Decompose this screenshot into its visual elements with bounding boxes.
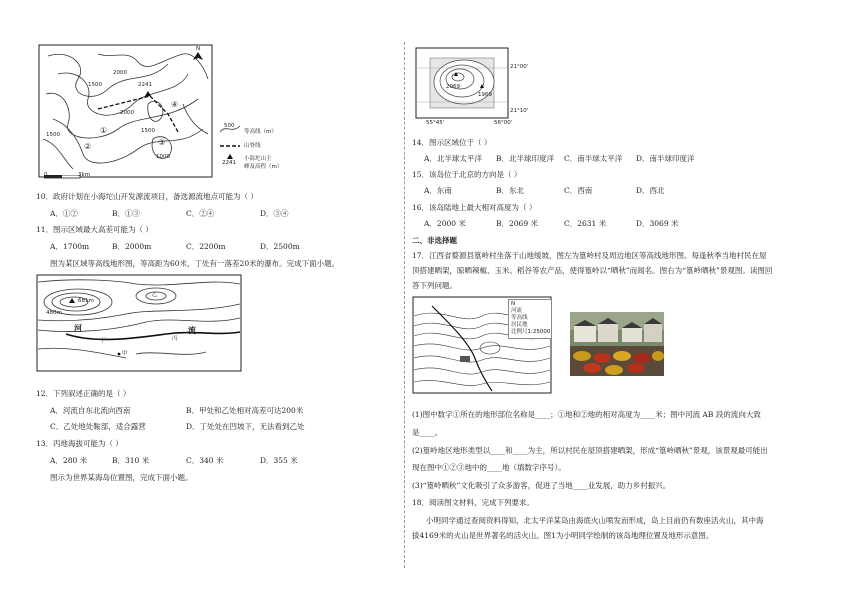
contour-label: 2000 [120, 110, 134, 116]
huangling-drying-photo [570, 312, 664, 376]
contour-label: 1500 [46, 132, 60, 138]
scale-end: 3km [78, 172, 91, 178]
legend-north: N [511, 301, 516, 307]
q18-paragraph-2: 拔4169米的火山是世界著名的活火山。图1为小明同学绘制的该岛地理位置及地形示意图。 [412, 531, 714, 540]
lat-bottom: 21°10' [510, 108, 529, 114]
site-marker-1: ① [100, 126, 108, 135]
contour-label: 2000 [113, 70, 127, 76]
q16-option-b[interactable]: B．2069 米 [496, 219, 538, 228]
site-marker-3: ③ [158, 138, 166, 147]
peak-681-label: 681m [78, 298, 94, 304]
question-14: 14．图示区域位于（ ） [412, 138, 492, 147]
legend-river: 河流 [511, 308, 523, 314]
legend-scale: 比例尺1:25000 [511, 329, 551, 335]
scale-start: 0 [44, 172, 48, 178]
q13-option-a[interactable]: A．280 米 [50, 456, 88, 465]
peak-elevation-label: 2241 [138, 82, 152, 88]
q16-option-d[interactable]: D．3069 米 [636, 219, 679, 228]
q17-sub2-line2: 现在图中①②③地中的____地（填数字序号）。 [412, 463, 566, 472]
q13-option-c[interactable]: C．340 米 [186, 456, 224, 465]
legend-peak-label-1: 小海坨山主 [244, 156, 272, 162]
q10-option-d[interactable]: D．③④ [260, 209, 289, 218]
question-10: 10．政府计划在小海坨山开发源流项目，备选源流地点可能为（ ） [36, 192, 258, 201]
q17-sub1-line1: (1)图中数字①所在的地形部位名称是____；①地和②地的相对高度为____米；图中河流 AB 段的流向大致 [412, 410, 761, 419]
flow-label: 流 [188, 326, 196, 335]
left-column [0, 0, 400, 608]
intro-contour-region: 图为某区域等高线地形图，等高距为60米，丁处有一落差20米的瀑布。完成下面小题。 [50, 259, 340, 268]
ding-label: 丁 [100, 338, 106, 344]
q15-option-a[interactable]: A．东南 [424, 186, 452, 195]
q15-option-b[interactable]: B．东北 [496, 186, 525, 195]
contour-label: 1000 [156, 154, 170, 160]
q14-option-c[interactable]: C．南半球太平洋 [564, 154, 623, 163]
q17-line-1: 17．江西省婺源县篁岭村坐落于山地缓坡，图左为篁岭村及周边地区等高线地形图。每逢秋季当地村民在屋 [412, 251, 767, 260]
q10-option-c[interactable]: C．②④ [186, 209, 215, 218]
elev-480-label: 480m [46, 310, 62, 316]
legend-peak-value: 2241 [222, 160, 236, 166]
q12-option-d[interactable]: D．丁处处在凹坡下，无法看到乙处 [186, 422, 305, 431]
question-16: 16．该岛陆地上最大相对高度为（ ） [412, 203, 537, 212]
q12-option-b[interactable]: B．甲处和乙处相对高差可达200米 [186, 406, 304, 415]
q12-option-a[interactable]: A．河流自东北流向西南 [50, 406, 131, 415]
island-peak-label: 2069 [446, 84, 460, 90]
river-label: 河 [74, 324, 82, 333]
jia-label: 甲 [122, 351, 128, 357]
legend-ridge-label: 山脊线 [244, 143, 261, 149]
island-mount-label: 1969 [478, 92, 492, 98]
q16-option-a[interactable]: A．2000 米 [424, 219, 466, 228]
q11-option-d[interactable]: D．2500m [260, 242, 300, 251]
site-marker-4: ④ [171, 100, 179, 109]
q17-line-2: 顶搭建晒架，晾晒辣椒、玉米、稻谷等农产品，使得篁岭以“晒秋”而闻名。图右为“篁岭晒秋”景观图。读图回 [412, 266, 773, 275]
lat-top: 21°00' [510, 64, 529, 70]
intro-island: 图示为世界某海岛位置图，完成下面小题。 [50, 473, 193, 482]
q16-option-c[interactable]: C．2631 米 [564, 219, 607, 228]
legend-symbols [218, 120, 242, 180]
contour-map2-svg [36, 274, 242, 372]
question-15: 15．该岛位于北京的方向是（ ） [412, 170, 522, 179]
contour-map-waterfall [36, 274, 242, 372]
huangling-contour-map [412, 296, 552, 394]
q18-paragraph-1: 小明同学通过查阅资料得知，北太平洋某岛由海底火山喷发而形成，岛上目前仍有数座活火山，其中海 [426, 516, 764, 525]
q10-option-b[interactable]: B．①③ [112, 209, 141, 218]
contour-map-xiaohaituo [38, 44, 213, 178]
q13-option-d[interactable]: D．355 米 [260, 456, 298, 465]
q11-option-a[interactable]: A．1700m [50, 242, 90, 251]
right-column [400, 0, 800, 608]
q11-option-c[interactable]: C．2200m [186, 242, 226, 251]
legend-settlement: 居民地 [511, 322, 528, 328]
q13-option-b[interactable]: B．310 米 [112, 456, 150, 465]
q12-option-c[interactable]: C．乙处地处鞍部，适合露营 [50, 422, 146, 431]
question-18: 18．阅读图文材料，完成下列要求。 [412, 498, 535, 507]
island-map-svg [412, 44, 532, 128]
section-heading-nonchoice: 二、非选择题 [412, 236, 457, 245]
photo-svg [570, 312, 664, 376]
question-13: 13．丙地海拔可能为（ ） [36, 439, 123, 448]
legend-contour-label: 等高线（m） [244, 129, 277, 135]
lon-right: 56°00' [494, 120, 513, 126]
lon-left: 55°45' [426, 120, 445, 126]
legend-contour-value: 500 [224, 123, 235, 129]
island-location-map [412, 44, 532, 128]
bing-label: 丙 [172, 336, 178, 342]
legend-peak-label-2: 峰及高程（m） [244, 164, 283, 170]
q17-line-3: 答下列问题。 [412, 281, 457, 290]
q15-option-d[interactable]: D．西北 [636, 186, 665, 195]
q17-sub3: (3)“篁岭晒秋”文化吸引了众多游客，促进了当地____业发展，助力乡村振兴。 [412, 481, 671, 490]
huangling-legend [508, 299, 552, 339]
q14-option-b[interactable]: B．北半球印度洋 [496, 154, 555, 163]
q17-sub2-line1: (2)篁岭地区地形类型以____和____为主，所以村民在屋顶搭建晒架，形成“篁岭晒秋”景观，该景观最可能出 [412, 446, 768, 455]
q10-option-a[interactable]: A．①② [50, 209, 78, 218]
contour-label: 1500 [141, 128, 155, 134]
q14-option-d[interactable]: D．南半球印度洋 [636, 154, 695, 163]
legend-contour: 等高线 [511, 315, 528, 321]
question-12: 12．下列叙述正确的是（ ） [36, 389, 131, 398]
north-label: N [196, 46, 201, 52]
q15-option-c[interactable]: C．西南 [564, 186, 593, 195]
q17-sub1-line2: 是____。 [412, 428, 442, 437]
q11-option-b[interactable]: B．2000m [112, 242, 152, 251]
site-marker-2: ② [84, 142, 92, 151]
question-11: 11．图示区域最大高差可能为（ ） [36, 225, 153, 234]
yi-label: 乙 [152, 292, 158, 298]
contour-label: 1500 [88, 82, 102, 88]
q14-option-a[interactable]: A．北半球太平洋 [424, 154, 482, 163]
